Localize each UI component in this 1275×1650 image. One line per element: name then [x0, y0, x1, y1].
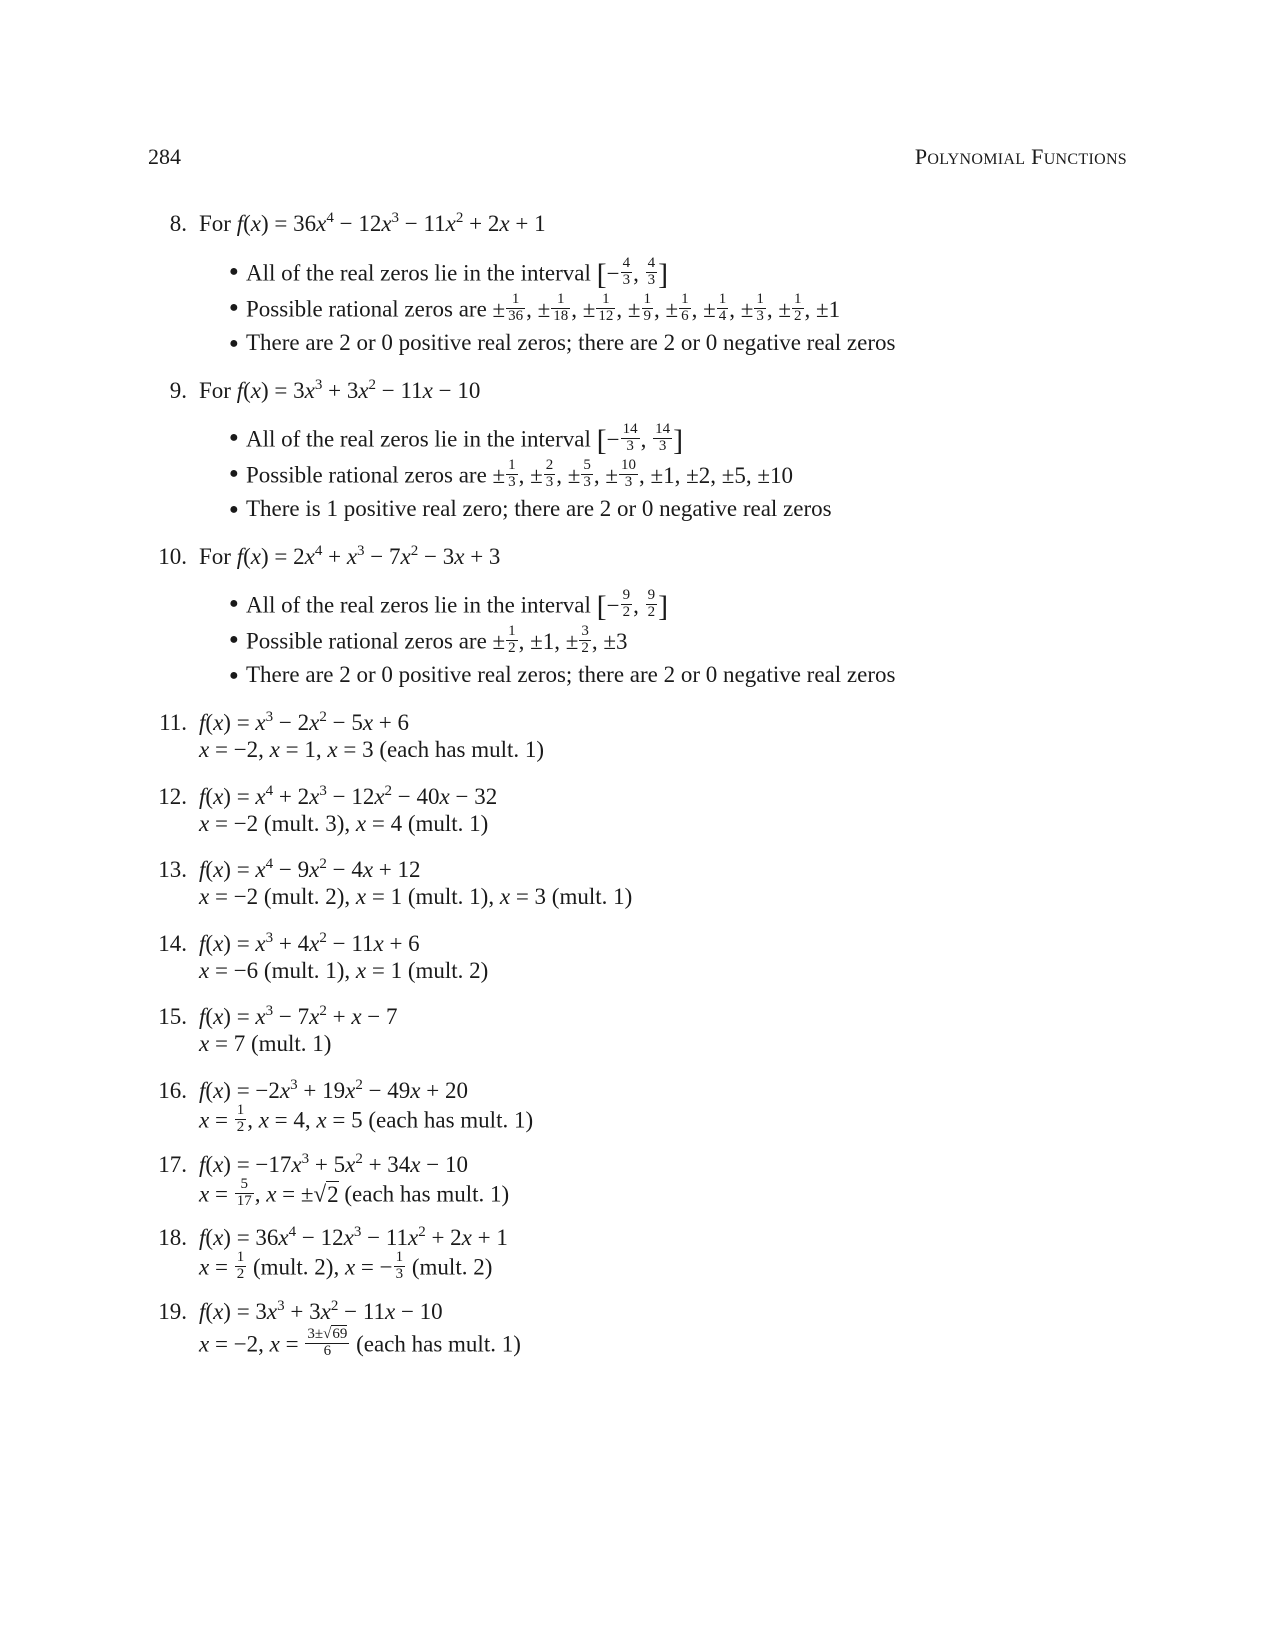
bullet-icon: ●: [229, 429, 239, 446]
bullet-text: Possible rational zeros are ± $\frac{1}{3}$ , ± $\frac{2}{3}$ , ± $\frac{5}{3}$ , ± $\frac{10}{3}$ , ±1, ±2, ±5, ±10: [246, 457, 794, 490]
bullet-value: ± $\frac{1}{3}$ , ± $\frac{2}{3}$ , ± $\frac{5}{3}$ , ± $\frac{10}{3}$ , ±1, ±2, ±5, ±10: [492, 457, 794, 490]
bullet-icon: ●: [229, 501, 239, 518]
item-number: 18.: [158, 1225, 187, 1250]
bullet-text: Possible rational zeros are ± $\frac{1}{36}$ , ± $\frac{1}{18}$ , ± $\frac{1}{12}$ , ± $\frac{1}{9}$ , ± $\frac{1}{6}$ , ± $\frac{1}{4}$ , ± $\frac{1}{3}$ , ± $\frac{1}{2}$ , ±1: [246, 291, 841, 324]
item-zeros: x = −6 (mult. 1), x = 1 (mult. 2): [199, 958, 489, 983]
bullet-icon: ●: [229, 299, 239, 316]
item-function: $f(x) = -2x^3 + 19x^2 - 49x + 20$: [199, 1077, 468, 1103]
item-zeros: x = $\frac{1}{2}$ , x = 4, x = 5 (each has mult. 1): [199, 1102, 534, 1135]
bullet-icon: ●: [229, 335, 239, 352]
bullet-value: [− $\frac{14}{3}$ , $\frac{14}{3}$ ]: [596, 421, 684, 457]
item-number: 16.: [158, 1078, 187, 1103]
item-zeros: x = 7 (mult. 1): [199, 1031, 332, 1056]
item-function: $f(x) = 3x^3 + 3x^2 - 11x - 10$: [236, 377, 481, 403]
bullet-text: Possible rational zeros are ± $\frac{1}{2}$ , ±1, ± $\frac{3}{2}$ , ±3: [246, 623, 628, 656]
bullet-text: All of the real zeros lie in the interval [− $\frac{4}{3}$ , $\frac{4}{3}$ ]: [246, 255, 669, 291]
item-lead: For $f(x) = 36x^4 - 12x^3 - 11x^2 + 2x + 1$: [199, 210, 546, 236]
item-number: 8.: [169, 211, 187, 236]
item-function: $f(x) = x^3 - 2x^2 - 5x + 6$: [199, 709, 410, 735]
bullet-text: All of the real zeros lie in the interval [− $\frac{14}{3}$ , $\frac{14}{3}$ ]: [246, 421, 684, 457]
running-title-rest: OLYNOMIAL: [927, 151, 1026, 168]
running-title-cap: P: [914, 144, 928, 169]
bullet-icon: ●: [229, 595, 239, 612]
item-number: 19.: [158, 1299, 187, 1324]
bullet-text: There is 1 positive real zero; there are 2 or 0 negative real zeros: [246, 496, 832, 521]
item-number: 14.: [158, 931, 187, 956]
item-number: 12.: [158, 784, 187, 809]
item-number: 10.: [158, 544, 187, 569]
bullet-value: [− $\frac{9}{2}$ , $\frac{9}{2}$ ]: [596, 587, 669, 623]
item-number: 13.: [158, 857, 187, 882]
item-zeros: x = −2 (mult. 3), x = 4 (mult. 1): [199, 811, 489, 836]
item-zeros: x = $\frac{1}{2}$ (mult. 2), x = − $\frac{1}{3}$ (mult. 2): [199, 1249, 493, 1282]
item-number: 15.: [158, 1004, 187, 1029]
bullet-icon: ●: [229, 465, 239, 482]
item-zeros: x = $\frac{5}{17}$ , x = ±√2 (each has mult. 1): [199, 1176, 510, 1209]
bullet-icon: ●: [229, 263, 239, 280]
item-number: 11.: [159, 710, 187, 735]
running-title: [915, 146, 1127, 168]
bullet-text: There are 2 or 0 positive real zeros; there are 2 or 0 negative real zeros: [246, 662, 896, 687]
bullet-text: There are 2 or 0 positive real zeros; there are 2 or 0 negative real zeros: [246, 330, 896, 355]
item-function: $f(x) = x^3 - 7x^2 + x - 7$: [199, 1003, 398, 1029]
item-zeros: x = −2, x = $\frac{3\pm√69}{6}$ (each has mult. 1): [199, 1326, 521, 1359]
item-function: $f(x) = x^3 + 4x^2 - 11x + 6$: [199, 930, 420, 956]
running-title-rest: UNCTIONS: [1043, 151, 1127, 168]
item-zeros: x = −2 (mult. 2), x = 1 (mult. 1), x = 3 (mult. 1): [199, 884, 633, 909]
bullet-text: All of the real zeros lie in the interval [− $\frac{9}{2}$ , $\frac{9}{2}$ ]: [246, 587, 669, 623]
item-function: $f(x) = x^4 + 2x^3 - 12x^2 - 40x - 32$: [199, 783, 498, 809]
bullet-icon: ●: [229, 667, 239, 684]
bullet-value: [− $\frac{4}{3}$ , $\frac{4}{3}$ ]: [596, 255, 669, 291]
bullet-value: ± $\frac{1}{36}$ , ± $\frac{1}{18}$ , ± $\frac{1}{12}$ , ± $\frac{1}{9}$ , ± $\frac{1}{6}$ , ± $\frac{1}{4}$ , ± $\frac{1}{3}$ , ± $\frac{1}{2}$ , ±1: [492, 291, 841, 324]
bullet-icon: ●: [229, 631, 239, 648]
item-lead: For $f(x) = 3x^3 + 3x^2 - 11x - 10$: [199, 377, 481, 403]
running-title-cap: F: [1031, 144, 1044, 169]
item-function: $f(x) = -17x^3 + 5x^2 + 34x - 10$: [199, 1151, 468, 1177]
item-function: $f(x) = x^4 - 9x^2 - 4x + 12$: [199, 856, 421, 882]
item-function: $f(x) = 36x^4 - 12x^3 - 11x^2 + 2x + 1$: [199, 1224, 508, 1250]
item-function: $f(x) = 2x^4 + x^3 - 7x^2 - 3x + 3$: [236, 543, 501, 569]
page-number: 284: [148, 144, 181, 169]
item-lead: For $f(x) = 2x^4 + x^3 - 7x^2 - 3x + 3$: [199, 543, 501, 569]
item-number: 9.: [169, 378, 187, 403]
item-number: 17.: [158, 1152, 187, 1177]
bullet-value: ± $\frac{1}{2}$ , ±1, ± $\frac{3}{2}$ , ±3: [492, 623, 628, 656]
item-function: $f(x) = 36x^4 - 12x^3 - 11x^2 + 2x + 1$: [236, 210, 546, 236]
item-function: $f(x) = 3x^3 + 3x^2 - 11x - 10$: [199, 1298, 443, 1324]
item-zeros: x = −2, x = 1, x = 3 (each has mult. 1): [199, 737, 545, 762]
